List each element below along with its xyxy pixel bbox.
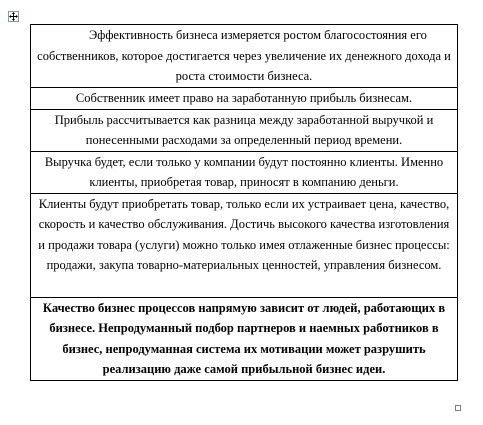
table-row [31,151,458,193]
table-row [31,297,458,380]
table-cell-people-quality[interactable]: Качество бизнес процессов напрямую зависит от людей, работающих в бизнесе. Непродуманный подбор партнеров и наемных работников в бизнес, непродуманная система их мотивации может разрушить реализацию даже самой прибыльной бизнес идеи. [31,297,458,380]
table-cell-profit-definition[interactable]: Прибыль рассчитывается как разница между заработанной выручкой и понесенными расходами за определенный период времени. [31,109,458,151]
table-cell-business-processes[interactable]: Клиенты будут приобретать товар, только если их устраивает цена, качество, скорость и качество обслуживания. Достичь высокого качества изготовления и продажи товара (услуги) можно только имея отлаженные бизнес процессы: продажи, закупа товарно-материальных ценностей, управления бизнесом. [31,193,458,297]
table-cell-ownership-growth[interactable]: Эффективность бизнеса измеряется ростом благосостояния его собственников, которое достигается через увеличение их денежного дохода и роста стоимости бизнеса. [31,25,458,88]
table-row [31,109,458,151]
table-move-handle-icon[interactable] [8,11,19,22]
table-cell-owner-profit-right[interactable]: Собственник имеет право на заработанную прибыль бизнесам. [31,88,458,110]
table-row [31,88,458,110]
table-cell-revenue-clients[interactable]: Выручка будет, если только у компании будут постоянно клиенты. Именно клиенты, приобретая товар, приносят в компанию деньги. [31,151,458,193]
move-arrows-icon [9,12,18,21]
table-row [31,25,458,88]
table-resize-handle-icon[interactable] [455,405,461,411]
text-table [30,24,458,381]
table-row [31,193,458,297]
